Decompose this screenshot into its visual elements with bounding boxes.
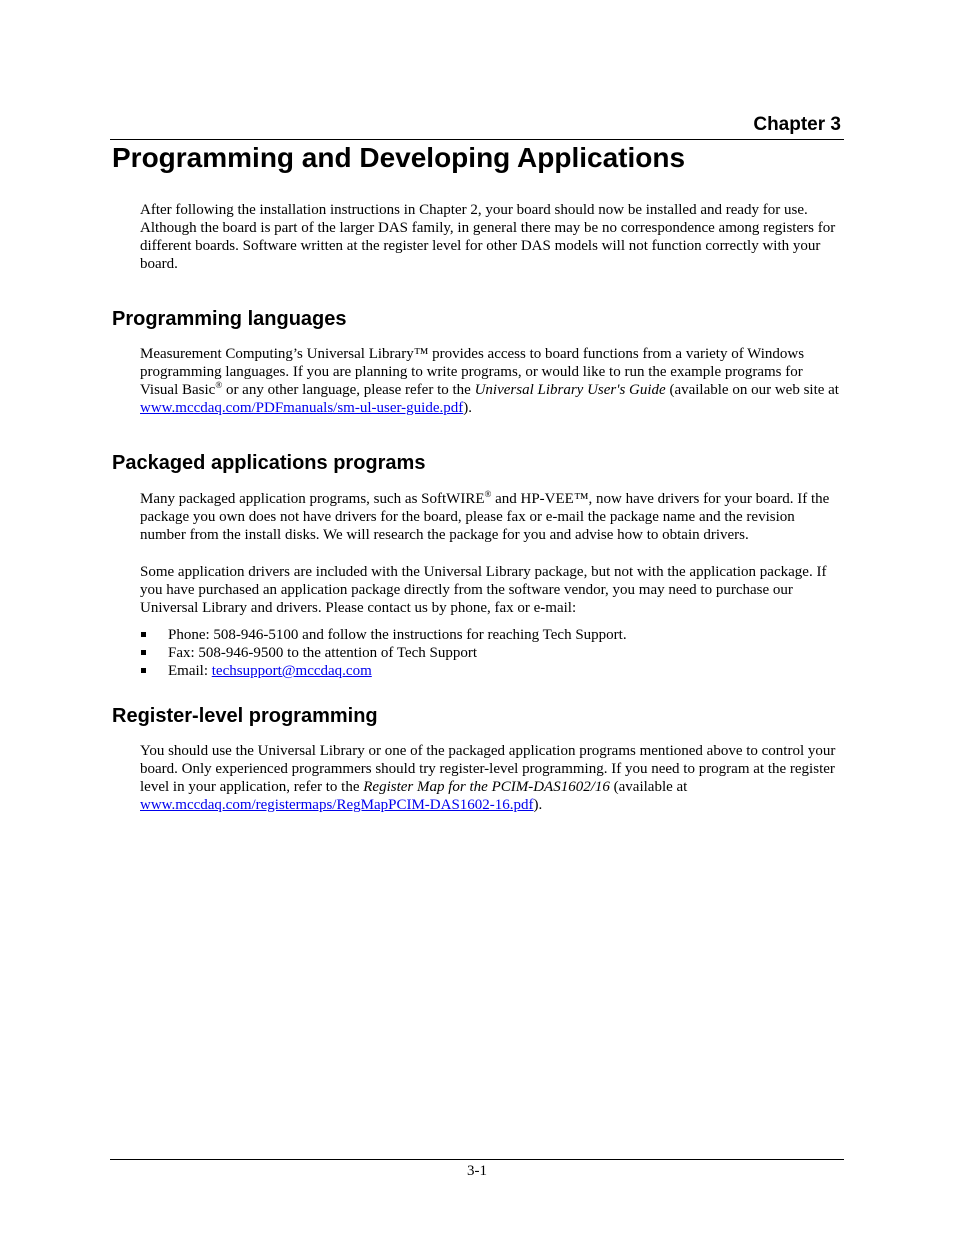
chapter-label: Chapter 3: [753, 114, 841, 135]
square-bullet-icon: [141, 632, 146, 637]
intro-paragraph: After following the installation instructions in Chapter 2, your board should now be installed and ready for use. Although the board is part of the larger DAS family, in general there may be no correspondence among registers for different boards. Software written at the register level for other DAS models will not function correctly with your board.: [140, 202, 836, 272]
heading-packaged-applications: Packaged applications programs: [112, 452, 426, 474]
registered-mark: ®: [215, 380, 223, 390]
heading-register-level: Register-level programming: [112, 705, 378, 727]
footer-divider: [110, 1159, 844, 1160]
contact-list: [140, 626, 844, 680]
register-map-link[interactable]: www.mccdaq.com/registermaps/RegMapPCIM-DAS1602-16.pdf: [140, 797, 534, 813]
packaged-apps-paragraph-1: Many packaged application programs, such as SoftWIRE® and HP-VEE™, now have drivers for your board. If the package you own does not have drivers for the board, please fax or e-mail the package name and the revision number from the install disks. We will research the package for you and advise how to obtain drivers.: [140, 489, 830, 543]
registered-mark: ®: [484, 489, 492, 499]
register-level-paragraph: You should use the Universal Library or one of the packaged application programs mentioned above to control your board. Only experienced programmers should try register-level programming. If you need to program at the register level in your application, refer to the Register Map for the PCIM-DAS1602/16 (available at www.mccdaq.com/registermaps/RegMapPCIM-DAS1602-16.pdf).: [140, 743, 836, 813]
header-divider: [110, 139, 844, 140]
email-link[interactable]: techsupport@mccdaq.com: [211, 663, 372, 679]
programming-languages-paragraph: Measurement Computing’s Universal Library™ provides access to board functions from a variety of Windows programming languages. If you are planning to write programs, or would like to run the example programs for Visual Basic® or any other language, please refer to the Universal Library User's Guide (available on our web site at www.mccdaq.com/PDFmanuals/sm-ul-user-guide.pdf).: [140, 346, 839, 416]
packaged-apps-paragraph-2: Some application drivers are included with the Universal Library package, but not with the application package. If you have purchased an application package directly from the software vendor, you may need to purchase our Universal Library and drivers. Please contact us by phone, fax or e-mail:: [140, 564, 827, 616]
list-item-fax: Fax: 508-946-9500 to the attention of Tech Support: [140, 644, 844, 662]
ul-guide-link[interactable]: www.mccdaq.com/PDFmanuals/sm-ul-user-guide.pdf: [140, 400, 464, 416]
guide-title: Universal Library User's Guide: [474, 382, 666, 398]
register-map-title: Register Map for the PCIM-DAS1602/16: [363, 779, 610, 795]
heading-programming-languages: Programming languages: [112, 308, 347, 330]
list-item-phone: Phone: 508-946-5100 and follow the instructions for reaching Tech Support.: [140, 626, 844, 644]
square-bullet-icon: [141, 650, 146, 655]
page-title: Programming and Developing Applications: [112, 142, 686, 173]
list-item-email: Email: techsupport@mccdaq.com: [140, 662, 844, 680]
square-bullet-icon: [141, 668, 146, 673]
page-number: 3-1: [467, 1163, 487, 1179]
